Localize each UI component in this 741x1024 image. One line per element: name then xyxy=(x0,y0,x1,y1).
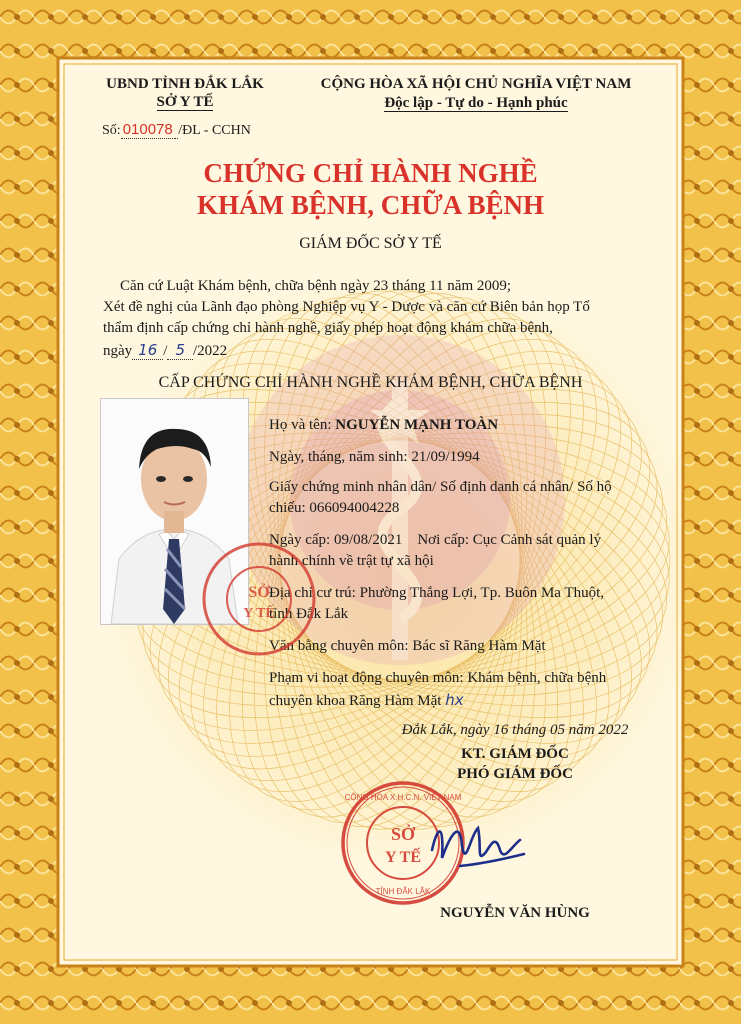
issue-place-label: Nơi cấp: xyxy=(417,532,469,548)
photo-seal-stamp xyxy=(200,540,318,658)
seal-top-text: SỞ xyxy=(390,824,416,844)
basis-line3: thẩm định cấp chứng chỉ hành nghề, giấy phép hoạt động khám chữa bệnh, xyxy=(103,320,553,336)
scope-line2-row xyxy=(269,691,464,710)
department-name-text: SỞ Y TẾ xyxy=(156,94,214,110)
signing-place-date: Đắk Lắk, ngày 16 tháng 05 năm 2022 xyxy=(401,722,629,738)
motto-text: Độc lập - Tự do - Hạnh phúc xyxy=(384,95,568,111)
number-value: 010078 xyxy=(122,121,173,138)
number-suffix: /ĐL - CCHN xyxy=(178,123,251,138)
holder-scope-row xyxy=(269,670,606,687)
photo-stamp-top-text: SỞ xyxy=(248,584,270,601)
holder-name-row xyxy=(269,417,498,434)
basis-month: 5 xyxy=(167,341,193,360)
number-prefix: Số: xyxy=(102,123,121,138)
holder-name-label: Họ và tên: xyxy=(269,417,332,433)
scope-line1: Khám bệnh, chữa bệnh xyxy=(467,670,607,686)
seal-middle-text: Y TẾ xyxy=(384,849,422,866)
basis-day: 16 xyxy=(132,341,163,360)
signer-role-2: PHÓ GIÁM ĐỐC xyxy=(457,766,573,782)
decision-heading: CẤP CHỨNG CHỈ HÀNH NGHỀ KHÁM BỆNH, CHỮA BỆNH xyxy=(158,374,583,391)
basis-date-prefix: ngày xyxy=(103,343,133,359)
country-name: CỘNG HÒA XÃ HỘI CHỦ NGHĨA VIỆT NAM xyxy=(320,76,632,92)
document-number xyxy=(102,121,251,139)
holder-address-row xyxy=(269,585,604,602)
holder-dob-label: Ngày, tháng, năm sinh: xyxy=(269,449,408,465)
holder-id-label-line2: chiếu: xyxy=(269,500,306,516)
issue-date: 09/08/2021 xyxy=(333,532,403,548)
basis-line1: Căn cứ Luật Khám bệnh, chữa bệnh ngày 23 tháng 11 năm 2009; xyxy=(120,278,512,294)
basis-year: 2022 xyxy=(197,343,228,359)
holder-issue-row xyxy=(269,532,601,549)
certificate-title-line2: KHÁM BỆNH, CHỮA BỆNH xyxy=(196,190,545,220)
basis-date: ngày 16 / 5 /2022 xyxy=(103,341,228,359)
basis-line2: Xét đề nghị của Lãnh đạo phòng Nghiệp vụ Y - Dược và căn cứ Biên bản họp Tổ xyxy=(103,299,590,315)
address-label: Địa chỉ cư trú: xyxy=(269,585,356,601)
degree-label: Văn bằng chuyên môn: xyxy=(269,638,409,654)
issue-place-line2: hành chính về trật tự xã hội xyxy=(269,553,434,569)
issuer-title: GIÁM ĐỐC SỞ Y TẾ xyxy=(299,235,442,252)
holder-dob-row xyxy=(269,449,480,466)
issue-date-label: Ngày cấp: xyxy=(269,532,331,548)
signer-name: NGUYỄN VĂN HÙNG xyxy=(440,905,590,921)
certificate-title-line1: CHỨNG CHỈ HÀNH NGHỀ xyxy=(203,158,538,188)
address-line1: Phường Thắng Lợi, Tp. Buôn Ma Thuột, xyxy=(359,585,605,601)
holder-id-label-line1: Giấy chứng minh nhân dân/ Số định danh cá nhân/ Số hộ xyxy=(269,479,612,495)
scope-line2: chuyên khoa Răng Hàm Mặt xyxy=(269,693,442,709)
holder-dob: 21/09/1994 xyxy=(411,449,480,465)
signer-role-1: KT. GIÁM ĐỐC xyxy=(461,746,569,762)
handwritten-signature xyxy=(420,806,530,886)
department-name xyxy=(100,94,270,111)
degree-value: Bác sĩ Răng Hàm Mặt xyxy=(412,638,546,654)
seal-ring-text: CỘNG HÒA X.H.C.N. VIỆT NAM xyxy=(344,793,462,802)
national-motto xyxy=(300,95,652,112)
photo-stamp-middle-text: Y TẾ xyxy=(243,606,275,621)
address-line2: tỉnh Đắk Lắk xyxy=(269,606,349,622)
holder-id-row xyxy=(269,500,399,517)
holder-id-number: 066094004228 xyxy=(309,500,400,516)
holder-name: NGUYỄN MẠNH TOÀN xyxy=(335,417,499,433)
handwritten-initials: hx xyxy=(445,691,464,709)
province-name: UBND TỈNH ĐẮK LẮK xyxy=(106,76,264,92)
seal-bottom-text: TỈNH ĐẮK LẮK xyxy=(375,887,431,896)
scope-label: Phạm vi hoạt động chuyên môn: xyxy=(269,670,464,686)
issue-place-line1: Cục Cảnh sát quản lý xyxy=(472,532,602,548)
